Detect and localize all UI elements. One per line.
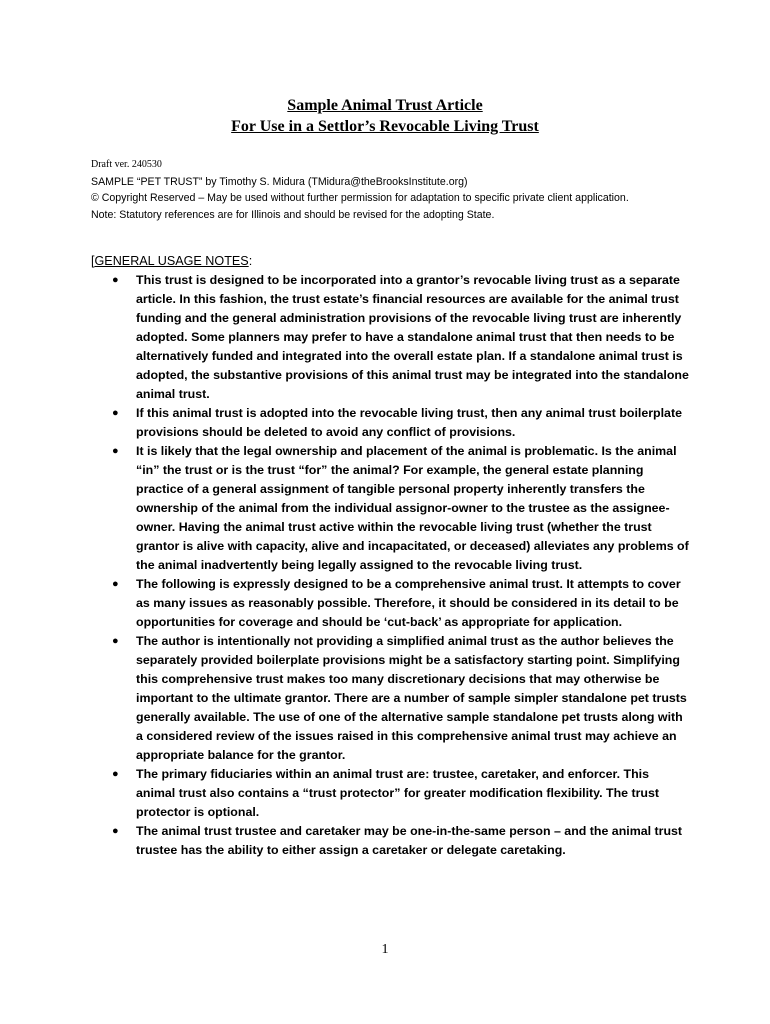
draft-version: Draft ver. 240530 — [91, 159, 162, 170]
list-item — [91, 271, 691, 404]
list-item — [91, 575, 691, 632]
author-line: SAMPLE “PET TRUST” by Timothy S. Midura (TMidura@theBrooksInstitute.org) — [91, 175, 468, 188]
statutory-note: Note: Statutory references are for Illinois and should be revised for the adopting State. — [91, 208, 495, 221]
list-item — [91, 765, 691, 822]
list-item — [91, 404, 691, 442]
copyright-line: © Copyright Reserved – May be used without further permission for adaptation to specific private client application. — [91, 192, 629, 204]
list-item-text: The primary fiduciaries within an animal trust are: trustee, caretaker, and enforcer. This animal trust also contains a “trust protector” for greater modification flexibility. The trust protector is optional. — [136, 767, 660, 819]
list-item-text: The following is expressly designed to be a comprehensive animal trust. It attempts to cover as many issues as reasonably possible. Therefore, it should be considered in its detail to be opportunities for coverage and should be ‘cut-back’ as appropriate for application. — [136, 577, 681, 629]
notes-heading — [91, 252, 691, 271]
document-metadata — [91, 157, 651, 223]
notes-heading-text: GENERAL USAGE NOTES — [94, 254, 249, 268]
list-item-text: It is likely that the legal ownership and placement of the animal is problematic. Is the animal “in” the trust or is the trust “for” the animal? For example, the general estate planning practice of a general assignment of tangible personal property inherently transfers the ownership of the animal from the individual assignor-owner to the trustee as the assignee-owner. Having the animal trust active within the revocable living trust (whether the trust grantor is alive with capacity, alive and incapacitated, or deceased) alleviates any problems of the animal inadvertently being legally assigned to the revocable living trust. — [136, 444, 689, 572]
bullet-icon: ● — [112, 825, 119, 837]
bullet-icon: ● — [112, 274, 119, 286]
list-item-text: The animal trust trustee and caretaker may be one-in-the-same person – and the animal trust trustee has the ability to either assign a caretaker or delegate caretaking. — [136, 824, 683, 857]
bullet-icon: ● — [112, 768, 119, 780]
bullet-icon: ● — [112, 578, 119, 590]
notes-list — [91, 271, 691, 860]
title-line-2: For Use in a Settlor’s Revocable Living Trust — [231, 118, 539, 135]
notes-heading-colon: : — [248, 254, 253, 268]
list-item — [91, 632, 691, 765]
general-usage-notes — [91, 252, 691, 860]
bullet-icon: ● — [112, 635, 119, 647]
bullet-icon: ● — [112, 407, 119, 419]
title-line-1: Sample Animal Trust Article — [287, 97, 483, 114]
list-item — [91, 822, 691, 860]
document-title — [0, 95, 770, 137]
list-item — [91, 442, 691, 575]
list-item-text: The author is intentionally not providing a simplified animal trust as the author believes the separately provided boilerplate provisions might be a satisfactory starting point. Simplifying this comprehensive trust makes too many discretionary decisions that may otherwise be important to the ultimate grantor. There are a number of sample simpler standalone pet trusts generally available. The use of one of the alternative sample standalone pet trusts along with a considered review of the issues raised in this comprehensive animal trust may achieve an appropriate balance for the grantor. — [136, 634, 687, 762]
notes-heading-bracket: [ — [91, 254, 95, 268]
list-item-text: If this animal trust is adopted into the revocable living trust, then any animal trust boilerplate provisions should be deleted to avoid any conflict of provisions. — [136, 406, 682, 439]
page-number: 1 — [381, 942, 389, 957]
bullet-icon: ● — [112, 445, 119, 457]
list-item-text: This trust is designed to be incorporated into a grantor’s revocable living trust as a separate article. In this fashion, the trust estate’s financial resources are available for the animal trust funding and the general administration provisions of the revocable living trust are inherently adopted. Some planners may prefer to have a standalone animal trust that then needs to be alternatively funded and integrated into the overall estate plan. If a standalone animal trust is adopted, the substantive provisions of this animal trust may be integrated into the standalone animal trust. — [136, 273, 689, 401]
